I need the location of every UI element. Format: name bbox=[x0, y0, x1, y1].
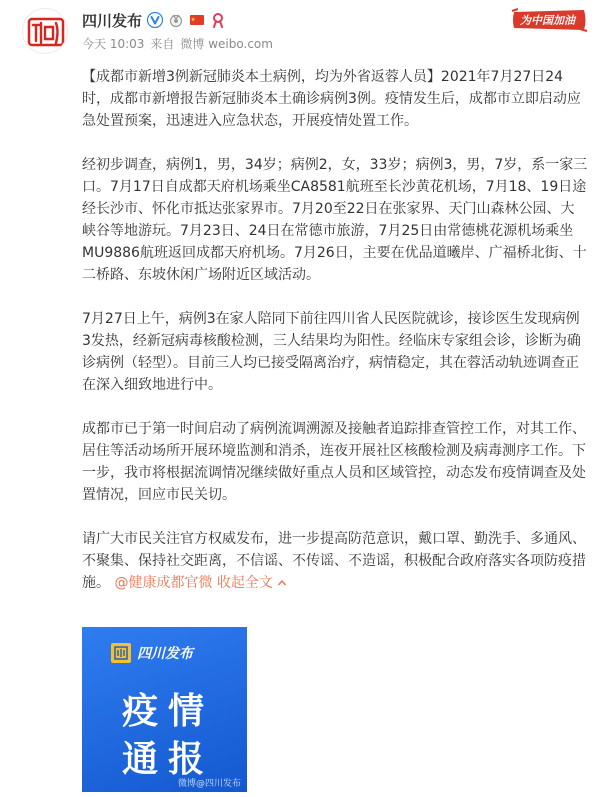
verified-icon bbox=[147, 12, 163, 28]
post-paragraph-2: 经初步调查，病例1，男，34岁；病例2，女，33岁；病例3，男，7岁，系一家三口。7月17日自成都天府机场乘坐CA8581航班至长沙黄花机场，7月18、19日途经长沙市、怀化市抵达张家界市。7月20至22日在张家界、天门山森林公园、大峡谷等地游玩。7月23日、24日在常德市旅游，7月25日由常德桃花源机场乘坐MU9886航班返回成都天府机场。7月26日，主要在优品道曦岸、广福桥北街、十二桥路、东坡休闲广场附近区域活动。 bbox=[82, 157, 588, 283]
post-timestamp[interactable]: 今天 10:03 bbox=[82, 37, 145, 51]
collapse-label: 收起全文 bbox=[216, 575, 273, 591]
source-link[interactable]: 微博 weibo.com bbox=[180, 37, 273, 51]
username-link[interactable]: 四川发布 bbox=[82, 11, 143, 30]
promo-badge[interactable] bbox=[510, 8, 588, 32]
poster-logo bbox=[111, 643, 193, 663]
post-paragraph-4: 成都市已于第一时间启动了病例流调溯源及接触者追踪排查管控工作，对其工作、居住等活动场所开展环境监测和消杀，连夜开展社区核酸检测及病毒测序工作。下一步，我市将根据流调情况继续做好重点人员和区域管控，动态发布疫情调查及处置情况，回应市民关切。 bbox=[82, 421, 586, 503]
source-prefix: 来自 bbox=[150, 37, 175, 51]
post-paragraph-5 bbox=[82, 528, 588, 594]
poster-watermark: 微博@四川发布 bbox=[177, 779, 241, 789]
post-paragraph-5-text: 请广大市民关注官方权威发布，进一步提高防范意识，戴口罩、勤洗手、多通风、不聚集、保持社交距离，不信谣、不传谣、不造谣，积极配合政府落实各项防疫措施。 bbox=[82, 531, 586, 591]
ribbon-icon[interactable] bbox=[210, 12, 226, 28]
medal-icon[interactable] bbox=[168, 12, 184, 28]
meta-row bbox=[82, 35, 273, 52]
promo-text: 为中国加油 bbox=[520, 14, 575, 27]
avatar[interactable] bbox=[22, 8, 68, 54]
collapse-link[interactable] bbox=[217, 575, 287, 591]
post-image[interactable] bbox=[82, 627, 247, 792]
name-row bbox=[82, 9, 226, 31]
post-paragraph-3: 7月27日上午，病例3在家人陪同下前往四川省人民医院就诊，接诊医生发现病例3发热，经新冠病毒核酸检测，三人结果均为阳性。经临床专家组会诊，诊断为确诊病例（轻型）。目前三人均已接受隔离治疗，病情稳定，其在蓉活动轨迹调查正在深入细致地进行中。 bbox=[82, 311, 581, 393]
post-content bbox=[82, 66, 588, 594]
china-flag-icon[interactable] bbox=[189, 12, 205, 28]
avatar-logo bbox=[23, 9, 68, 54]
poster-title-line1: 疫情 bbox=[122, 691, 215, 732]
post-paragraph-1: 【成都市新增3例新冠肺炎本土病例，均为外省返蓉人员】2021年7月27日24时，成都市新增报告新冠肺炎本土确诊病例3例。疫情发生后，成都市立即启动应急处置预案，迅速进入应急状态，开展疫情处置工作。 bbox=[82, 69, 581, 129]
poster-title-line2: 通报 bbox=[122, 739, 215, 780]
mention-link[interactable]: @健康成都官微 bbox=[114, 575, 213, 591]
seal-icon bbox=[111, 643, 131, 663]
poster-brand: 四川发布 bbox=[137, 646, 193, 662]
chevron-up-icon bbox=[277, 578, 287, 588]
